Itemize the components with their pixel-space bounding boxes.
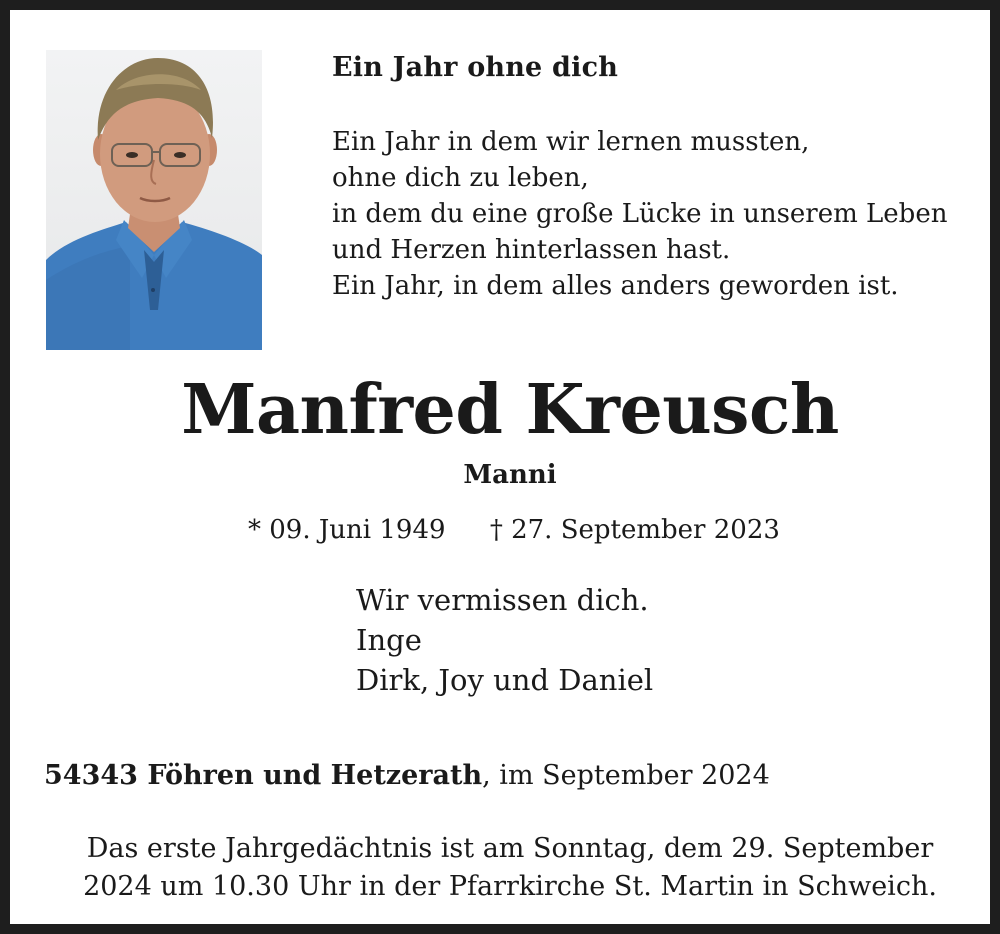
memorial-notice xyxy=(10,830,1000,906)
family-signature xyxy=(356,580,653,700)
deceased-name: Manfred Kreusch xyxy=(181,370,839,450)
poem-line: in dem du eine große Lücke in unserem Leben xyxy=(332,199,948,229)
poem-line: Ein Jahr, in dem alles anders geworden ist. xyxy=(332,271,899,301)
poem-line: Ein Jahr in dem wir lernen mussten, xyxy=(332,127,810,157)
family-line: Inge xyxy=(356,623,422,657)
death-date: † 27. September 2023 xyxy=(489,515,780,545)
poem-line: und Herzen hinterlassen hast. xyxy=(332,235,731,265)
place-and-date xyxy=(44,760,770,791)
notice-line: 2024 um 10.30 Uhr in der Pfarrkirche St. Martin in Schweich. xyxy=(83,871,937,902)
portrait-photo xyxy=(46,50,262,350)
nickname: Manni xyxy=(463,460,557,490)
notice-line: Das erste Jahrgedächtnis ist am Sonntag, dem 29. September xyxy=(86,833,934,864)
poem-line: ohne dich zu leben, xyxy=(332,163,589,193)
poem-heading: Ein Jahr ohne dich xyxy=(332,52,619,83)
life-dates xyxy=(248,515,780,545)
place-date: , im September 2024 xyxy=(482,760,770,791)
family-line: Dirk, Joy und Daniel xyxy=(356,663,654,697)
birth-date: * 09. Juni 1949 xyxy=(248,515,446,545)
place-name: 54343 Föhren und Hetzerath xyxy=(44,760,483,791)
portrait-illustration xyxy=(46,50,262,350)
family-line: Wir vermissen dich. xyxy=(356,583,649,617)
poem xyxy=(332,124,947,304)
